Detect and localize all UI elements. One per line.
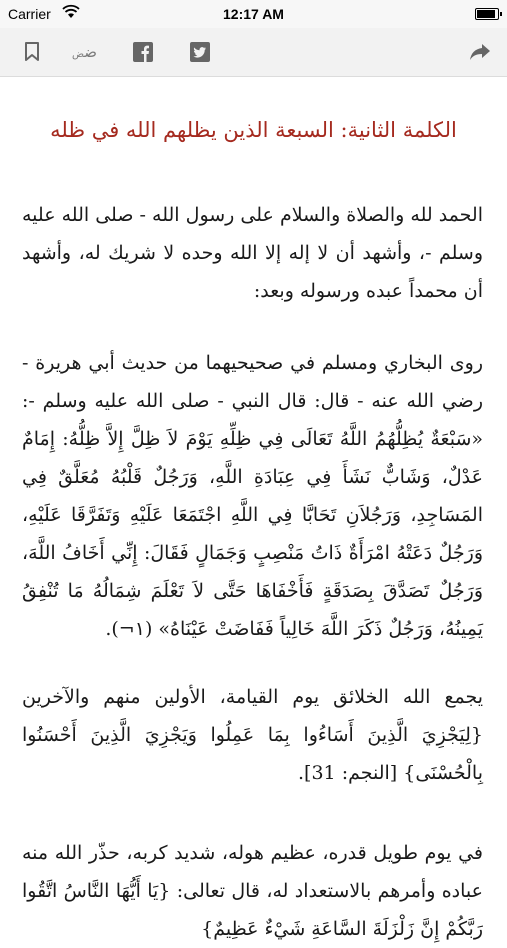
paragraph-4: في يوم طويل قدره، عظيم هوله، شديد كربه، حذّر الله منه عباده وأمرهم بالاستعداد له، قال تعالى: {يَا أَيُّهَا النَّاسُ اتَّقُوا رَبَّكُمْ إِنَّ زَلْزَلَةَ السَّاعَةِ شَيْءٌ عَظِيمٌ} bbox=[22, 842, 483, 940]
font-size-small-glyph: ض bbox=[71, 49, 85, 60]
battery-level bbox=[477, 10, 495, 18]
twitter-button[interactable] bbox=[188, 40, 212, 64]
facebook-icon bbox=[133, 42, 153, 62]
carrier-label: Carrier bbox=[8, 6, 51, 22]
clock: 12:17 AM bbox=[223, 6, 284, 22]
share-icon bbox=[469, 43, 491, 61]
twitter-icon bbox=[190, 42, 210, 62]
article-title: الكلمة الثانية: السبعة الذين يظلهم الله في ظله bbox=[50, 118, 457, 142]
share-button[interactable] bbox=[468, 40, 492, 64]
font-size-large-glyph: ض bbox=[84, 43, 97, 61]
battery-icon bbox=[475, 8, 499, 20]
bookmark-icon bbox=[24, 42, 40, 62]
paragraph-3: يجمع الله الخلائق يوم القيامة، الأولين منهم والآخرين {لِيَجْزِيَ الَّذِينَ أَسَاءُوا بِمَا عَمِلُوا وَيَجْزِيَ الَّذِينَ أَحْسَنُوا بِالْحُسْنَى} [النجم: 31]. bbox=[22, 686, 483, 784]
status-bar bbox=[0, 0, 507, 28]
bookmark-button[interactable] bbox=[20, 40, 44, 64]
paragraph-2: روى البخاري ومسلم في صحيحيهما من حديث أبي هريرة - رضي الله عنه - قال: قال النبي - صلى الله عليه وسلم -: «سَبْعَةٌ يُظِلُّهُمُ اللَّهُ تَعَالَى فِي ظِلِّهِ يَوْمَ لاَ ظِلَّ إِلاَّ ظِلُّهُ: إِمَامٌ عَدْلٌ، وَشَابٌّ نَشَأَ فِي عِبَادَةِ اللَّهِ، وَرَجُلٌ قَلْبُهُ مُعَلَّقٌ فِي المَسَاجِدِ، وَرَجُلاَنِ تَحَابَّا فِي اللَّهِ اجْتَمَعَا عَلَيْهِ وَتَفَرَّقَا عَلَيْهِ، وَرَجُلٌ دَعَتْهُ امْرَأَةٌ ذَاتُ مَنْصِبٍ وَجَمَالٍ فَقَالَ: إِنِّي أَخَافُ اللَّهَ، وَرَجُلٌ تَصَدَّقَ بِصَدَقَةٍ فَأَخْفَاهَا حَتَّى لاَ تَعْلَمَ شِمَالُهُ مَا تُنْفِقُ يَمِينُهُ، وَرَجُلٌ ذَكَرَ اللَّهَ خَالِياً فَفَاضَتْ عَيْنَاهُ» (١¬). bbox=[22, 352, 483, 640]
font-size-icon bbox=[71, 43, 97, 61]
article-content bbox=[0, 77, 507, 940]
facebook-button[interactable] bbox=[131, 40, 155, 64]
font-size-button[interactable] bbox=[66, 40, 102, 64]
paragraph-1: الحمد لله والصلاة والسلام على رسول الله - صلى الله عليه وسلم -، وأشهد أن لا إله إلا الله وحده لا شريك له، وأشهد أن محمداً عبده ورسوله وبعد: bbox=[22, 204, 483, 302]
toolbar bbox=[0, 28, 507, 77]
